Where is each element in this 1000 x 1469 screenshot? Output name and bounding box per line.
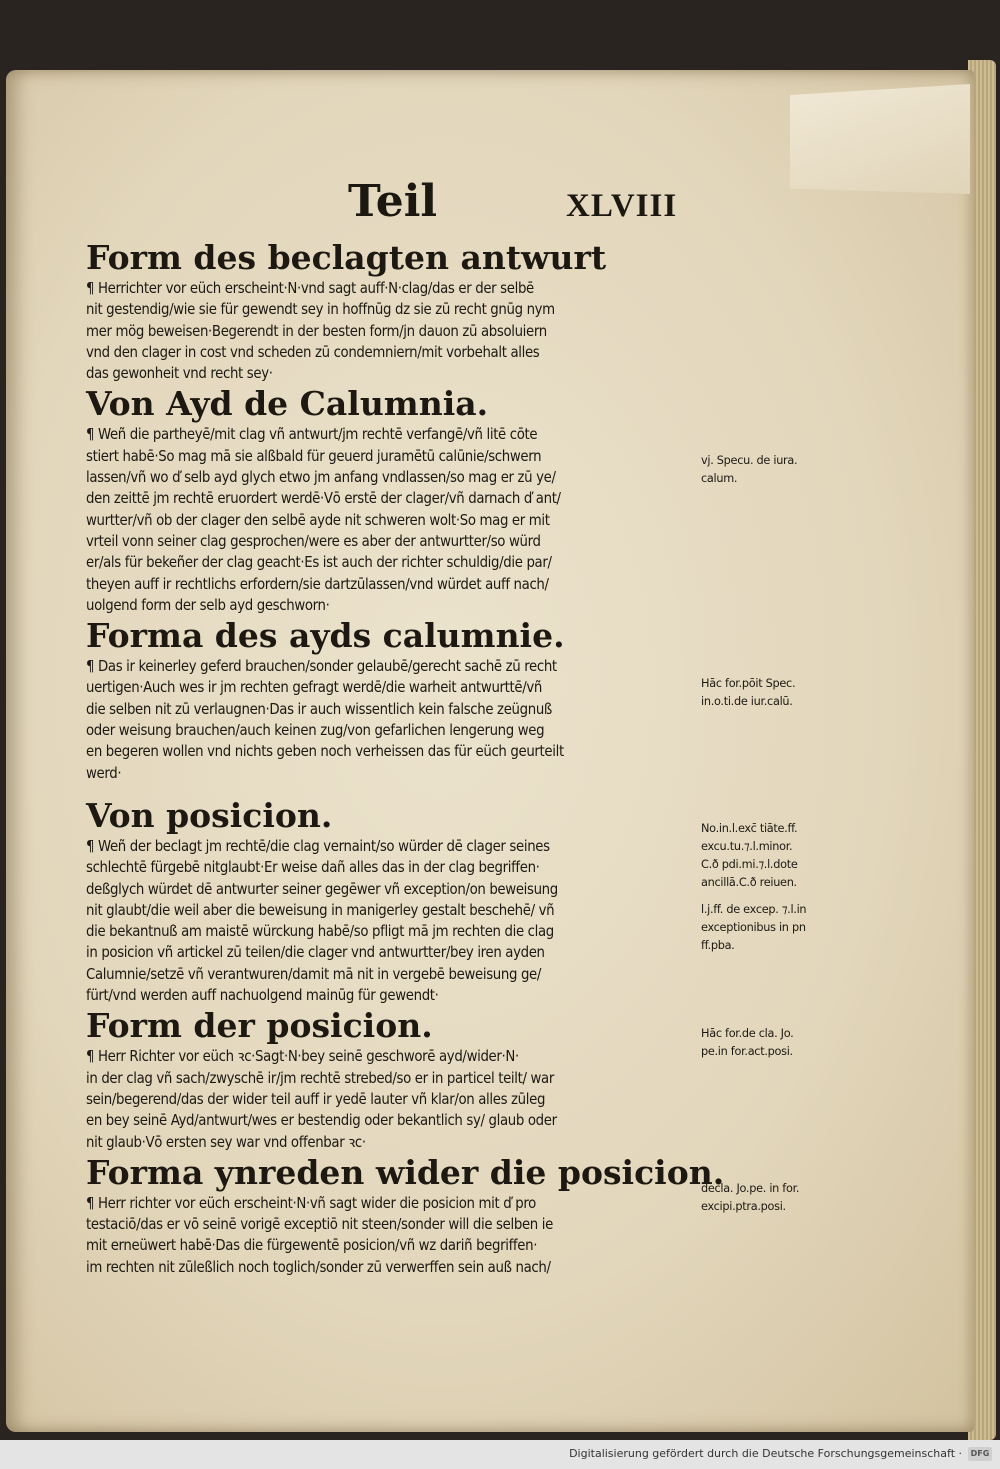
text-line: Calumnie/setzē vñ verantwuren/damit mā nit in vergebē beweisung ge/ bbox=[86, 965, 542, 983]
margin-note-line: in.o.ti.de iur.calū. bbox=[701, 695, 793, 708]
margin-note bbox=[701, 901, 851, 955]
folio-number: XLVIII bbox=[566, 188, 678, 224]
text-line: testaciō/das er vō seinē vorigē exceptiō nit steen/sonder will die selben ie bbox=[86, 1216, 553, 1234]
text-line: mer mög beweisen·Begerendt in der besten form/jn dauon zū absoluiern bbox=[86, 322, 547, 340]
margin-note-line: vj. Specu. de iura. bbox=[701, 454, 798, 467]
footer-bar bbox=[0, 1440, 1000, 1469]
section-paragraph bbox=[86, 278, 692, 384]
section-heading: Form des beclagten antwurt bbox=[86, 238, 607, 277]
margin-note-line: l.j.ff. de excep. ⁊.l.in bbox=[701, 903, 807, 916]
text-line: schlechtē fürgebē nitglaubt·Er weise dañ alles das in der clag begriffen· bbox=[86, 859, 540, 877]
section-heading: Von Ayd de Calumnia. bbox=[86, 384, 489, 424]
text-line: werd· bbox=[86, 764, 122, 782]
section-heading: Form der posicion. bbox=[86, 1006, 433, 1046]
text-line: im rechten nit zūleßlich noch toglich/sonder zū verwerffen sein auß nach/ bbox=[86, 1258, 551, 1276]
text-line: uolgend form der selb ayd geschworn· bbox=[86, 596, 330, 614]
text-line: nit glaubt/die weil aber die beweisung in manigerley gestalt beschehē/ vñ bbox=[86, 901, 555, 919]
text-line: stiert habē·So mag mā sie alßbald für geuerd juramētū calūnie/schwern bbox=[86, 447, 542, 465]
section-paragraph bbox=[86, 1193, 692, 1278]
margin-note-line: decla. Jo.pe. in for. bbox=[701, 1182, 800, 1195]
text-line: oder weisung brauchen/auch keinen zug/von gefarlichen lengerung weg bbox=[86, 722, 545, 740]
text-line: uertigen·Auch wes ir jm rechten gefragt werdē/die warheit antwurttē/vñ bbox=[86, 679, 542, 697]
text-line: ¶ Herr richter vor eüch erscheint·N·vñ sagt wider die posicion mit ď pro bbox=[86, 1194, 536, 1212]
section-heading: Forma des ayds calumnie. bbox=[86, 616, 565, 656]
text-line: in der clag vñ sach/zwyschē ir/jm rechtē strebed/so er in particel teilt/ war bbox=[86, 1069, 554, 1087]
text-line: nit gestendig/wie sie für gewendt sey in hoffnūg dz sie zū recht gnūg nym bbox=[86, 301, 555, 319]
text-line: nit glaub·Vō ersten sey war vnd offenbar ꝛc· bbox=[86, 1133, 366, 1151]
margin-note-line: C.ð pdi.mi.⁊.l.dote bbox=[701, 858, 798, 871]
margin-note bbox=[701, 1025, 851, 1061]
text-line: deßglych würdet dē antwurter seiner gegēwer vñ exception/on beweisung bbox=[86, 880, 558, 898]
text-line: ¶ Herrichter vor eüch erscheint·N·vnd sagt auff·N·clag/das er der selbē bbox=[86, 280, 534, 297]
text-line: die selben nit zū verlaugnen·Das ir auch wissentlich kein falsche zeügnuß bbox=[86, 700, 552, 718]
text-line: er/als für bekeñer der clag geacht·Es ist auch der richter schuldig/die par/ bbox=[86, 554, 552, 572]
section-paragraph bbox=[86, 1046, 692, 1152]
section-paragraph bbox=[86, 836, 692, 1006]
section-heading: Forma ynreden wider die posicion. bbox=[86, 1152, 725, 1192]
text-line: die bekantnuß am maistē würckung habē/so pfligt mā jm rechten die clag bbox=[86, 923, 554, 941]
margin-note-line: pe.in for.act.posi. bbox=[701, 1045, 793, 1058]
text-line: sein/begerend/das der wider teil auff ir yedē lauter vñ klar/on alles zūleg bbox=[86, 1090, 546, 1108]
margin-note bbox=[701, 1180, 851, 1216]
margin-note-line: Hāc for.pōit Spec. bbox=[701, 677, 796, 690]
funding-credit: Digitalisierung gefördert durch die Deutsche Forschungsgemeinschaft · bbox=[569, 1447, 962, 1460]
text-line: ¶ Weñ der beclagt jm rechtē/die clag vernaint/so würder dē clager seines bbox=[86, 837, 550, 855]
section-paragraph bbox=[86, 656, 692, 784]
running-head: Teil bbox=[348, 176, 438, 227]
section-heading: Von posicion. bbox=[86, 795, 333, 835]
margin-note-line: excipi.ptra.posi. bbox=[701, 1200, 786, 1213]
text-line: ¶ Weñ die partheyē/mit clag vñ antwurt/jm rechtē verfangē/vñ litē cōte bbox=[86, 426, 538, 444]
margin-note-line: calum. bbox=[701, 472, 738, 485]
margin-note-line: excu.tu.⁊.l.minor. bbox=[701, 840, 793, 853]
margin-note bbox=[701, 675, 851, 711]
margin-note-line: No.in.l.exc̄ tiāte.ff. bbox=[701, 822, 798, 835]
section-paragraph bbox=[86, 424, 692, 616]
margin-note-line: Hāc for.de cla. Jo. bbox=[701, 1027, 794, 1040]
text-line: fürt/vnd werden auff nachuolgend mainūg für gewendt· bbox=[86, 987, 439, 1005]
text-line: das gewonheit vnd recht sey· bbox=[86, 365, 273, 383]
text-line: vrteil vonn seiner clag gesprochen/were es aber der antwurtter/so würd bbox=[86, 532, 541, 550]
text-line: ¶ Herr Richter vor eüch ꝛc·Sagt·N·bey seinē geschworē ayd/wider·N· bbox=[86, 1048, 519, 1066]
text-line: mit erneüwert habē·Das die fürgewentē posicion/vñ wz dariñ begriffen· bbox=[86, 1237, 538, 1255]
text-line: in posicion vñ artickel zū teilen/die clager vnd antwurtter/bey iren ayden bbox=[86, 944, 545, 962]
margin-note-line: exceptionibus in pn bbox=[701, 921, 806, 934]
margin-note-line: ancillā.C.ð reiuen. bbox=[701, 876, 797, 889]
margin-note bbox=[701, 452, 851, 488]
text-line: en begeren wollen vnd nichts geben noch verheissen das für eüch geurteilt bbox=[86, 743, 564, 761]
dfg-logo-icon: DFG bbox=[968, 1447, 992, 1461]
text-line: vnd den clager in cost vnd scheden zū condemniern/mit vorbehalt alles bbox=[86, 343, 540, 361]
text-line: den zeittē jm rechtē eruordert werdē·Vō erstē der clager/vñ darnach ď ant/ bbox=[86, 490, 561, 508]
text-line: wurtter/vñ ob der clager den selbē ayde nit schweren wolt·So mag er mit bbox=[86, 511, 550, 529]
text-line: ¶ Das ir keinerley geferd brauchen/sonder gelaubē/gerecht sachē zū recht bbox=[86, 658, 557, 676]
text-line: theyen auff ir rechtlichs erfordern/sie dartzūlassen/vnd würdet auff nach/ bbox=[86, 575, 549, 593]
text-line: en bey seinē Ayd/antwurt/wes er bestendig oder bekantlich sy/ glaub oder bbox=[86, 1112, 557, 1130]
text-line: lassen/vñ wo ď selb ayd glych etwo jm anfang vndlassen/so mag er zū ye/ bbox=[86, 469, 556, 487]
folded-page-corner bbox=[790, 84, 970, 194]
margin-note-line: ff.pba. bbox=[701, 939, 735, 952]
margin-note bbox=[701, 820, 851, 892]
